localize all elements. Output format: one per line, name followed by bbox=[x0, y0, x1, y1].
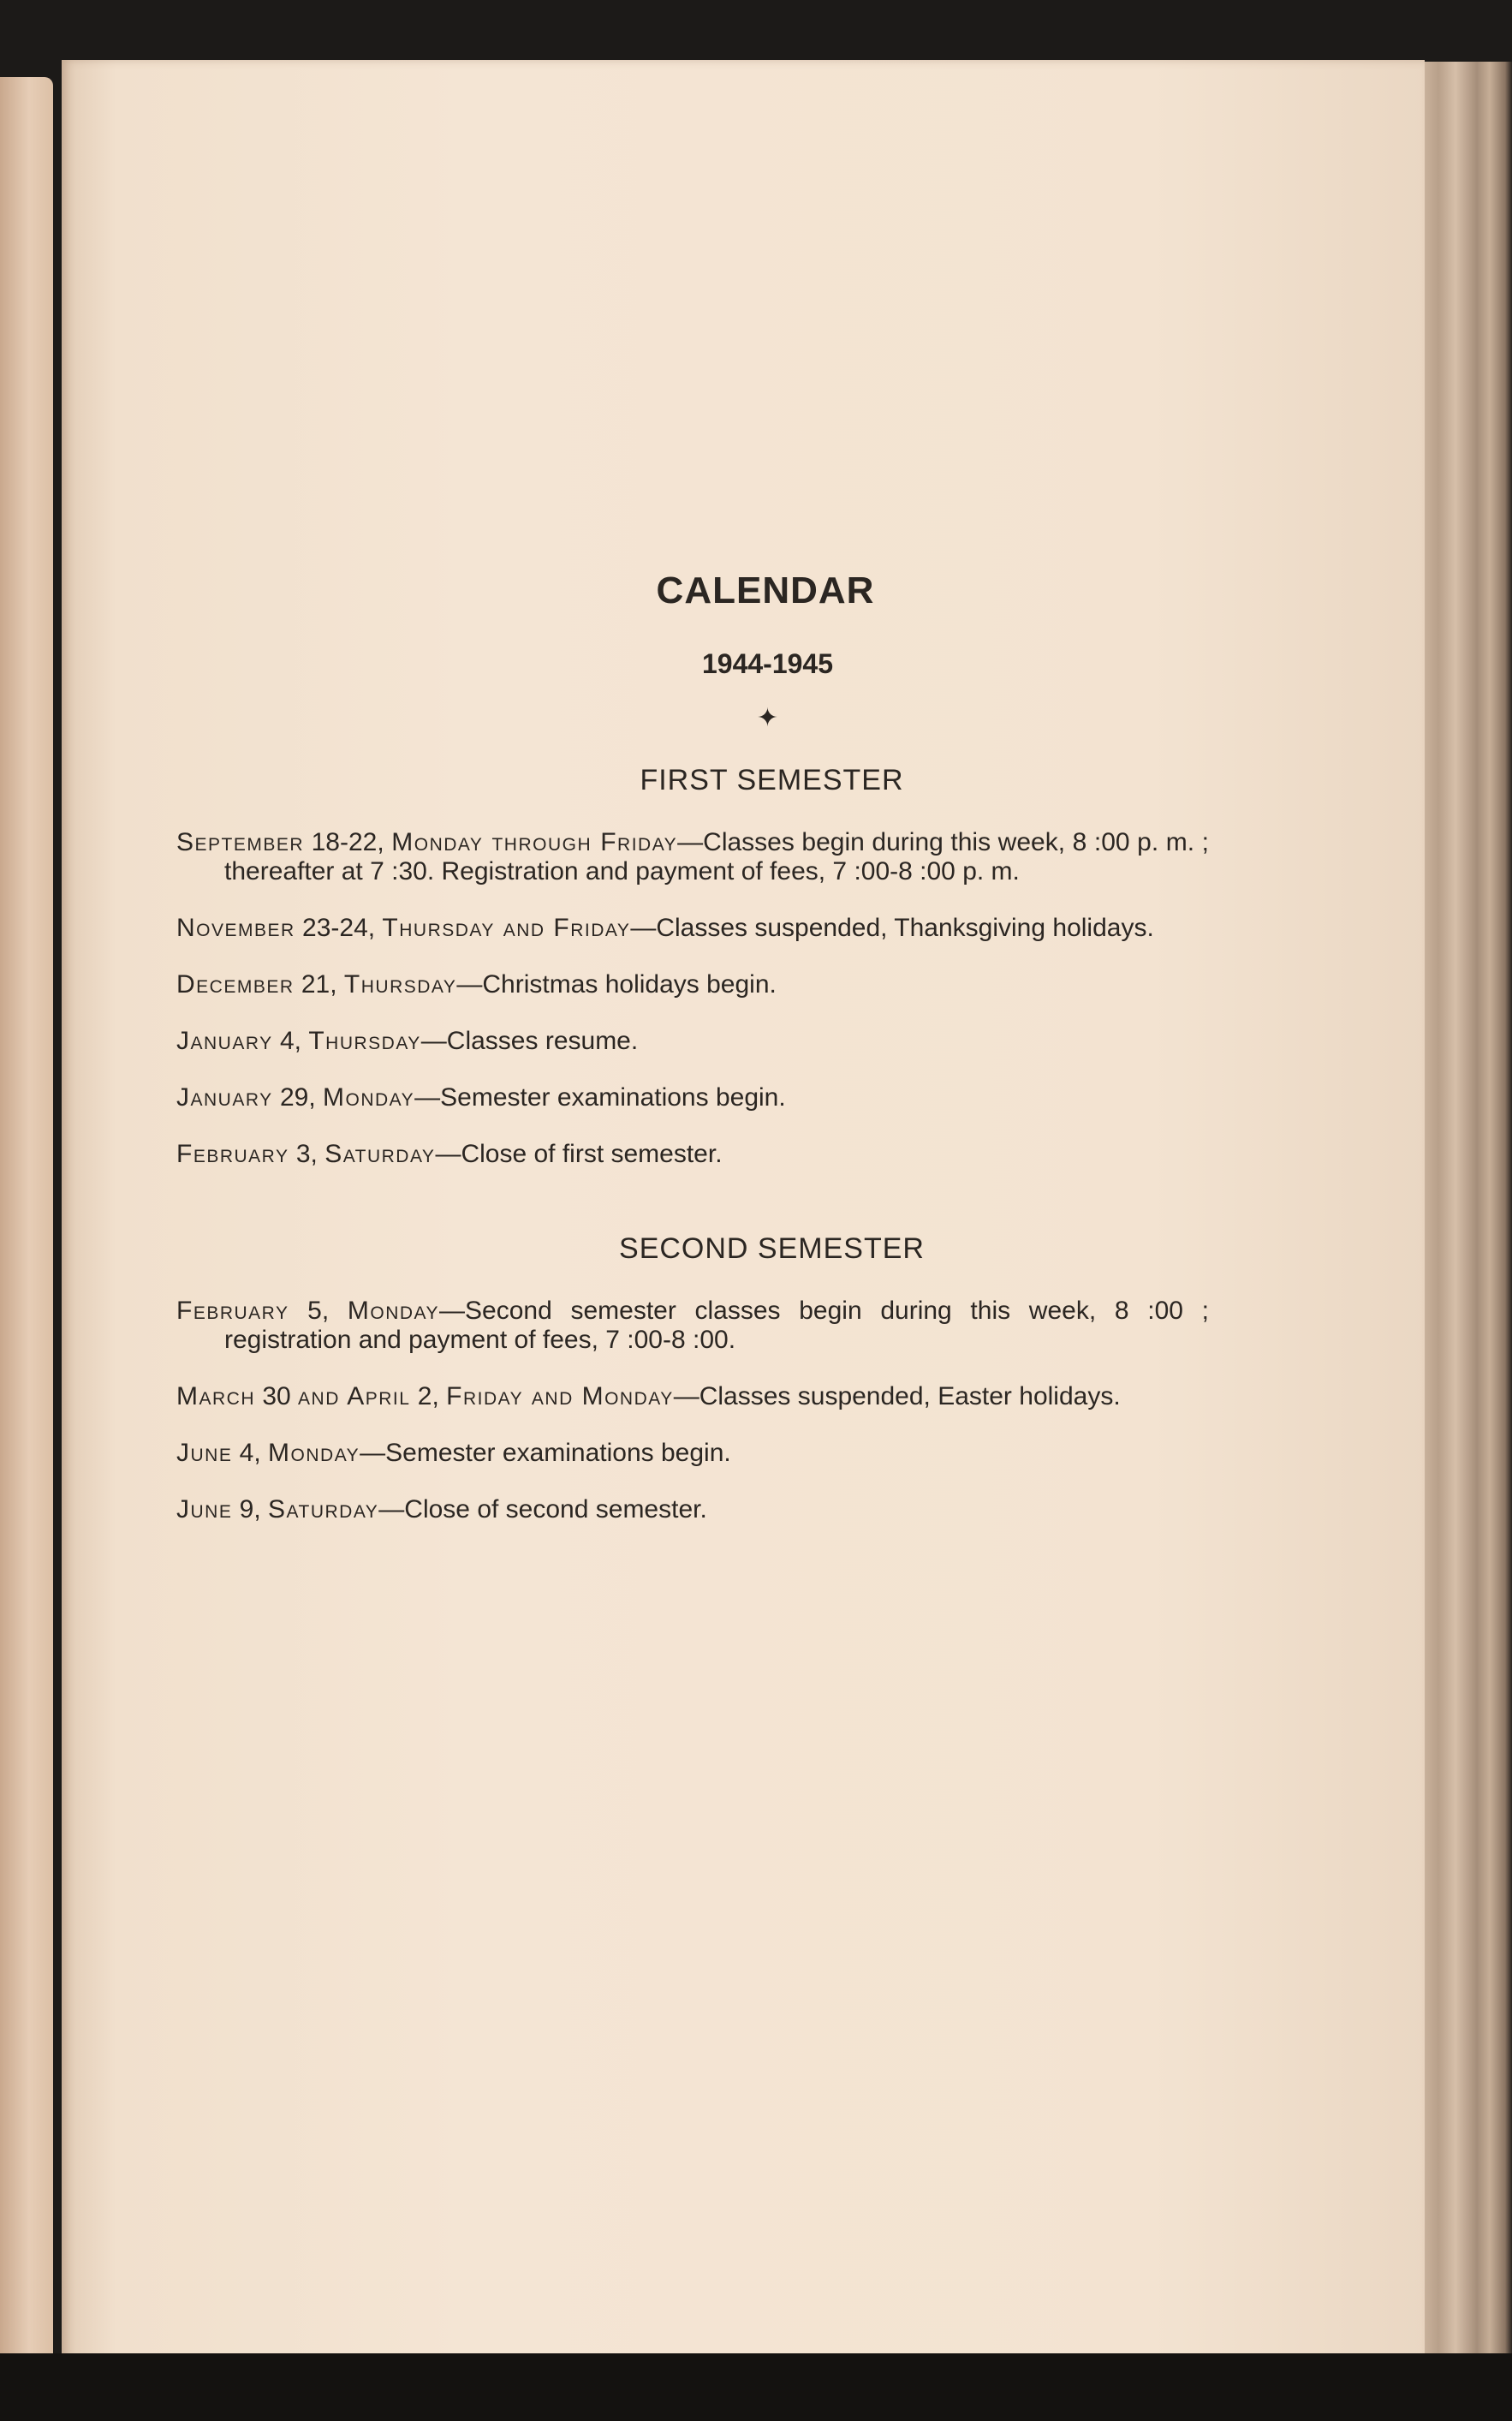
facing-page-edge bbox=[0, 77, 53, 2355]
background-strip bbox=[0, 2353, 1512, 2421]
first-semester-heading: FIRST SEMESTER bbox=[640, 764, 904, 796]
calendar-entry: December 21, Thursday—Christmas holidays begin. bbox=[176, 970, 777, 999]
calendar-entry: February 3, Saturday—Close of first semester. bbox=[176, 1140, 723, 1168]
calendar-entry: September 18-22, Monday through Friday—Classes begin during this week, 8 :00 p. m. ; thereafter at 7 :30. Registration and payment of fees, 7 :00-8 :00 p. m. bbox=[176, 828, 1210, 886]
first-semester-entries bbox=[176, 828, 1209, 1169]
calendar-entry: November 23-24, Thursday and Friday—Classes suspended, Thanksgiving holidays. bbox=[176, 914, 1154, 942]
calendar-entry: June 4, Monday—Semester examinations begin. bbox=[176, 1439, 731, 1467]
second-semester-heading: SECOND SEMESTER bbox=[619, 1232, 925, 1265]
calendar-entry: June 9, Saturday—Close of second semester. bbox=[176, 1495, 707, 1524]
calendar-entry: February 5, Monday—Second semester classes begin during this week, 8 :00 ; registration and payment of fees, 7 :00-8 :00. bbox=[176, 1297, 1209, 1354]
second-semester-entries bbox=[176, 1297, 1209, 1524]
calendar-entry: March 30 and April 2, Friday and Monday—Classes suspended, Easter holidays. bbox=[176, 1382, 1121, 1410]
academic-years: 1944-1945 bbox=[701, 648, 834, 679]
ornament-icon: ✦ bbox=[756, 704, 779, 732]
calendar-content bbox=[176, 569, 1209, 1552]
calendar-entry: January 29, Monday—Semester examinations begin. bbox=[176, 1083, 786, 1112]
calendar-entry: January 4, Thursday—Classes resume. bbox=[176, 1027, 639, 1055]
page-title: CALENDAR bbox=[656, 569, 875, 611]
